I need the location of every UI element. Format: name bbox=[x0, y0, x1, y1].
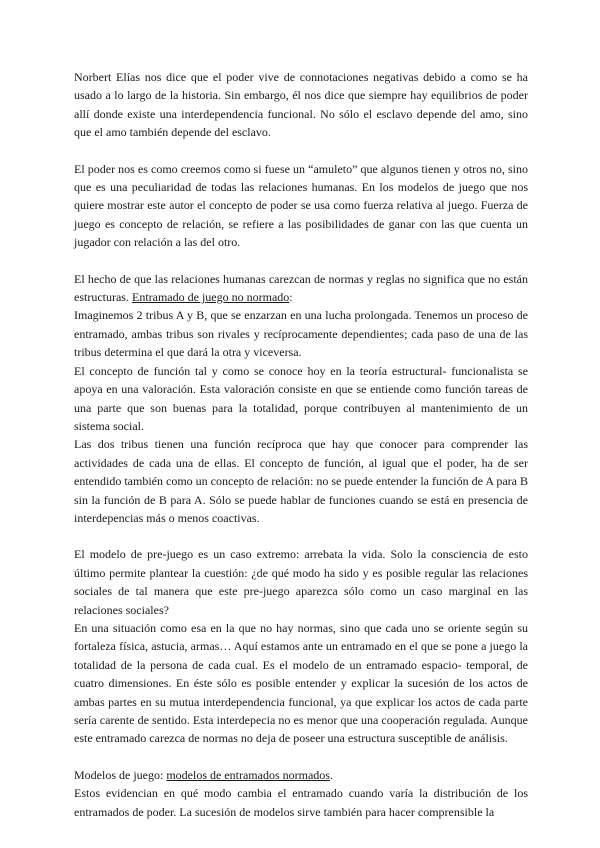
paragraph: En una situación como esa en la que no hay normas, sino que cada uno se oriente según su fortaleza física, astucia, armas… Aquí estamos ante un entramado en el que se pone a juego la totalidad de la persona de cada cual. Es el modelo de un entramado espacio- temporal, de cuatro dimensiones. En éste sólo es posible entender y explicar la sucesión de los actos de ambas partes en su mutua interdependencia funcional, ya que explicar los actos de cada parte sería carente de sentido. Esta interdepecia no es menor que una cooperación regulada. Aunque este entramado carezca de normas no deja de poseer una estructura susceptible de análisis. bbox=[74, 620, 528, 746]
paragraph-text: Modelos de juego: bbox=[74, 767, 167, 782]
paragraph-gap bbox=[74, 527, 528, 545]
paragraph: Las dos tribus tienen una función recíproca que hay que conocer para comprender las actividades de cada una de ellas. El concepto de función, al igual que el poder, ha de ser entendido también como un concepto de relación: no se puede entender la función de A para B sin la función de B para A. Sólo se puede hablar de funciones cuando se está en presencia de interdepencias más o menos coactivas. bbox=[74, 437, 528, 525]
paragraph-gap bbox=[74, 748, 528, 766]
paragraph: El poder nos es como creemos como si fuese un “amuleto” que algunos tienen y otros no, sino que es una peculiaridad de todas las relaciones humanas. En los modelos de juego que nos quiere mostrar este autor el concepto de poder se usa como fuerza relativa al juego. Fuerza de juego es concepto de relación, se refiere a las posibilidades de ganar con las que cuenta un jugador con relación a las del otro. bbox=[74, 161, 528, 250]
paragraph bbox=[74, 766, 528, 784]
punctuation: : bbox=[289, 290, 293, 305]
paragraph: El concepto de función tal y como se conoce hoy en la teoría estructural- funcionalista se apoya en una valoración. Esta valoración consiste en que se entiende como función tareas de una parte que son buenas para la totalidad, porque contribuyen al mantenimiento de un sistema social. bbox=[74, 363, 528, 433]
paragraph: Norbert Elías nos dice que el poder vive de connotaciones negativas debido a como se ha usado a lo largo de la historia. Sin embargo, él nos dice que siempre hay equilibrios de poder allí donde existe una interdependencia funcional. No sólo el esclavo depende del amo, sino que el amo también depende del esclavo. bbox=[74, 70, 528, 140]
paragraph-gap bbox=[74, 252, 528, 270]
paragraph-text: El hecho de que las relaciones humanas carezcan de normas y reglas no significa que no están estructuras. bbox=[74, 271, 528, 305]
punctuation: . bbox=[329, 767, 333, 782]
paragraph bbox=[74, 270, 528, 307]
paragraph: Imaginemos 2 tribus A y B, que se enzarzan en una lucha prolongada. Tenemos un proceso de entramado, ambas tribus son rivales y recíprocamente dependientes; cada paso de una de las tribus determina el que dará la otra y viceversa. bbox=[74, 308, 528, 360]
paragraph: Estos evidencian en qué modo cambia el entramado cuando varía la distribución de los entramados de poder. La sucesión de modelos sirve también para hacer comprensible la bbox=[74, 786, 528, 819]
paragraph: El modelo de pre-juego es un caso extremo: arrebata la vida. Solo la consciencia de esto último permite plantear la cuestión: ¿de qué modo ha sido y es posible regular las relaciones sociales de tal manera que este pre-juego aparezca sólo como un caso marginal en las relaciones sociales? bbox=[74, 547, 528, 617]
section-heading-normed: modelos de entramados normados bbox=[166, 767, 330, 782]
paragraph-gap bbox=[74, 142, 528, 160]
section-heading-unnormed: Entramado de juego no normado bbox=[131, 290, 290, 305]
